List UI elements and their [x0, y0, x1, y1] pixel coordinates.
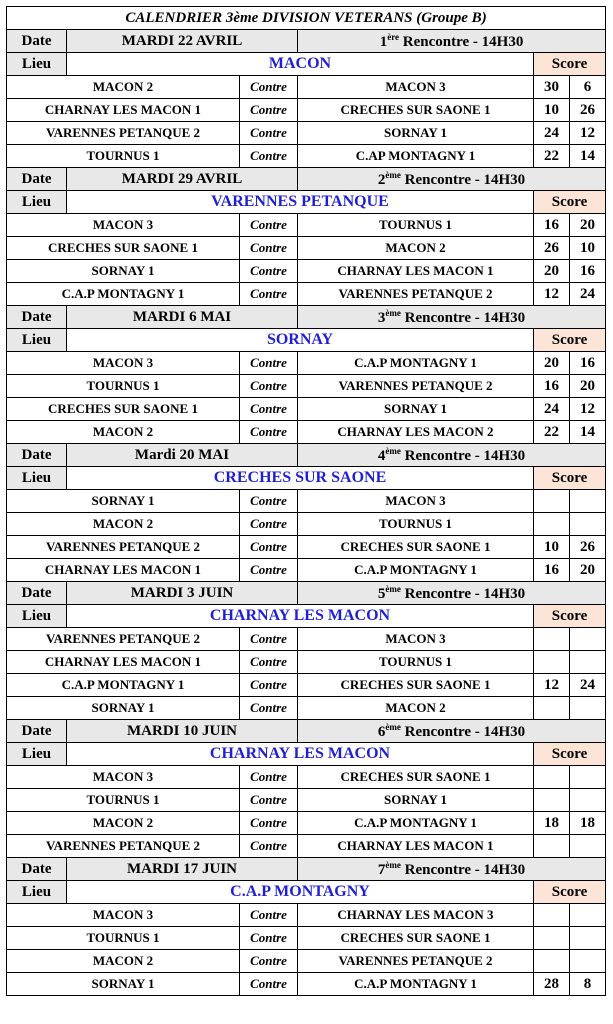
round-date: Mardi 20 MAI — [67, 444, 298, 467]
home-team: CHARNAY LES MACON 1 — [7, 651, 240, 674]
score-away: 14 — [570, 145, 606, 168]
score-header: Score — [534, 329, 606, 352]
round-time: Rencontre - 14H30 — [400, 447, 526, 464]
round-title — [298, 30, 606, 53]
page-title: CALENDRIER 3ème DIVISION VETERANS (Groupe B) — [7, 7, 606, 30]
away-team: MACON 3 — [298, 76, 534, 99]
match-row — [7, 651, 606, 674]
home-team: MACON 3 — [7, 214, 240, 237]
contre-label: Contre — [240, 536, 298, 559]
contre-label: Contre — [240, 927, 298, 950]
score-away — [570, 766, 606, 789]
score-home: 10 — [534, 536, 570, 559]
score-home: 30 — [534, 76, 570, 99]
score-away: 20 — [570, 375, 606, 398]
score-home — [534, 950, 570, 973]
score-away — [570, 927, 606, 950]
match-row — [7, 214, 606, 237]
score-away: 14 — [570, 421, 606, 444]
venue-name: VARENNES PETANQUE — [67, 191, 534, 214]
match-row — [7, 122, 606, 145]
away-team: VARENNES PETANQUE 2 — [298, 283, 534, 306]
contre-label: Contre — [240, 812, 298, 835]
home-team: MACON 2 — [7, 513, 240, 536]
contre-label: Contre — [240, 145, 298, 168]
away-team: MACON 2 — [298, 237, 534, 260]
score-home: 20 — [534, 260, 570, 283]
away-team: MACON 3 — [298, 490, 534, 513]
match-row — [7, 950, 606, 973]
round-time: Rencontre - 14H30 — [400, 309, 526, 326]
score-away: 8 — [570, 973, 606, 996]
match-row — [7, 490, 606, 513]
contre-label: Contre — [240, 421, 298, 444]
lieu-label: Lieu — [7, 467, 67, 490]
lieu-label: Lieu — [7, 329, 67, 352]
away-team: SORNAY 1 — [298, 789, 534, 812]
score-away: 10 — [570, 237, 606, 260]
score-home: 16 — [534, 214, 570, 237]
contre-label: Contre — [240, 375, 298, 398]
score-away: 12 — [570, 398, 606, 421]
score-header: Score — [534, 191, 606, 214]
round-ordinal: ème — [385, 721, 401, 732]
score-away: 24 — [570, 674, 606, 697]
date-label: Date — [7, 858, 67, 881]
away-team: CHARNAY LES MACON 1 — [298, 260, 534, 283]
round-date-row — [7, 444, 606, 467]
away-team: CHARNAY LES MACON 2 — [298, 421, 534, 444]
round-number: 3 — [377, 309, 386, 326]
score-home — [534, 835, 570, 858]
score-home: 16 — [534, 559, 570, 582]
round-date-row — [7, 720, 606, 743]
score-home — [534, 927, 570, 950]
score-away: 26 — [570, 99, 606, 122]
away-team: CRECHES SUR SAONE 1 — [298, 927, 534, 950]
match-row — [7, 559, 606, 582]
score-away — [570, 835, 606, 858]
score-away: 20 — [570, 214, 606, 237]
score-home: 24 — [534, 398, 570, 421]
away-team: C.A.P MONTAGNY 1 — [298, 559, 534, 582]
contre-label: Contre — [240, 99, 298, 122]
match-row — [7, 421, 606, 444]
match-row — [7, 835, 606, 858]
round-time: Rencontre - 14H30 — [400, 723, 526, 740]
date-label: Date — [7, 582, 67, 605]
match-row — [7, 398, 606, 421]
match-row — [7, 812, 606, 835]
match-row — [7, 145, 606, 168]
venue-name: CHARNAY LES MACON — [67, 605, 534, 628]
score-away — [570, 490, 606, 513]
score-header: Score — [534, 881, 606, 904]
contre-label: Contre — [240, 122, 298, 145]
score-home: 22 — [534, 145, 570, 168]
away-team: TOURNUS 1 — [298, 651, 534, 674]
round-venue-row — [7, 605, 606, 628]
score-home: 24 — [534, 122, 570, 145]
home-team: SORNAY 1 — [7, 490, 240, 513]
score-home: 26 — [534, 237, 570, 260]
contre-label: Contre — [240, 697, 298, 720]
home-team: CHARNAY LES MACON 1 — [7, 559, 240, 582]
round-date: MARDI 10 JUIN — [67, 720, 298, 743]
away-team: CHARNAY LES MACON 1 — [298, 835, 534, 858]
away-team: SORNAY 1 — [298, 122, 534, 145]
away-team: MACON 3 — [298, 628, 534, 651]
score-away — [570, 904, 606, 927]
home-team: MACON 3 — [7, 352, 240, 375]
round-time: Rencontre - 14H30 — [400, 585, 526, 602]
match-row — [7, 973, 606, 996]
round-number: 5 — [377, 585, 386, 602]
score-away — [570, 628, 606, 651]
contre-label: Contre — [240, 950, 298, 973]
home-team: MACON 3 — [7, 904, 240, 927]
round-venue-row — [7, 467, 606, 490]
round-number: 1 — [379, 33, 388, 50]
match-row — [7, 536, 606, 559]
round-date-row — [7, 582, 606, 605]
contre-label: Contre — [240, 628, 298, 651]
round-date: MARDI 29 AVRIL — [67, 168, 298, 191]
venue-name: SORNAY — [67, 329, 534, 352]
venue-name: CHARNAY LES MACON — [67, 743, 534, 766]
home-team: VARENNES PETANQUE 2 — [7, 835, 240, 858]
home-team: SORNAY 1 — [7, 260, 240, 283]
round-ordinal: ème — [385, 445, 401, 456]
score-away: 16 — [570, 352, 606, 375]
score-home: 20 — [534, 352, 570, 375]
away-team: SORNAY 1 — [298, 398, 534, 421]
home-team: TOURNUS 1 — [7, 375, 240, 398]
match-row — [7, 789, 606, 812]
round-date-row — [7, 168, 606, 191]
lieu-label: Lieu — [7, 191, 67, 214]
date-label: Date — [7, 720, 67, 743]
score-away: 20 — [570, 559, 606, 582]
score-away: 16 — [570, 260, 606, 283]
score-away — [570, 950, 606, 973]
score-home — [534, 513, 570, 536]
away-team: CRECHES SUR SAONE 1 — [298, 674, 534, 697]
away-team: C.A.P MONTAGNY 1 — [298, 352, 534, 375]
round-number: 7 — [377, 861, 386, 878]
contre-label: Contre — [240, 283, 298, 306]
round-number: 4 — [377, 447, 386, 464]
score-header: Score — [534, 467, 606, 490]
round-venue-row — [7, 191, 606, 214]
contre-label: Contre — [240, 904, 298, 927]
home-team: MACON 2 — [7, 421, 240, 444]
date-label: Date — [7, 168, 67, 191]
venue-name: MACON — [67, 53, 534, 76]
contre-label: Contre — [240, 352, 298, 375]
round-title — [298, 444, 606, 467]
venue-name: C.A.P MONTAGNY — [67, 881, 534, 904]
home-team: CRECHES SUR SAONE 1 — [7, 398, 240, 421]
contre-label: Contre — [240, 513, 298, 536]
score-header: Score — [534, 743, 606, 766]
away-team: CRECHES SUR SAONE 1 — [298, 99, 534, 122]
score-header: Score — [534, 53, 606, 76]
round-ordinal: ème — [385, 583, 401, 594]
score-home: 28 — [534, 973, 570, 996]
match-row — [7, 513, 606, 536]
round-date-row — [7, 30, 606, 53]
score-home — [534, 651, 570, 674]
away-team: CRECHES SUR SAONE 1 — [298, 766, 534, 789]
score-home — [534, 697, 570, 720]
schedule-table — [6, 6, 606, 996]
score-home: 22 — [534, 421, 570, 444]
score-away: 18 — [570, 812, 606, 835]
title-row — [7, 7, 606, 30]
round-title — [298, 168, 606, 191]
match-row — [7, 927, 606, 950]
away-team: CHARNAY LES MACON 3 — [298, 904, 534, 927]
lieu-label: Lieu — [7, 53, 67, 76]
round-venue-row — [7, 53, 606, 76]
round-title — [298, 582, 606, 605]
home-team: MACON 2 — [7, 812, 240, 835]
away-team: C.A.P MONTAGNY 1 — [298, 973, 534, 996]
score-home: 12 — [534, 674, 570, 697]
round-time: Rencontre - 14H30 — [400, 861, 526, 878]
away-team: MACON 2 — [298, 697, 534, 720]
score-away — [570, 789, 606, 812]
round-date: MARDI 6 MAI — [67, 306, 298, 329]
contre-label: Contre — [240, 559, 298, 582]
date-label: Date — [7, 306, 67, 329]
round-ordinal: ème — [385, 169, 401, 180]
contre-label: Contre — [240, 674, 298, 697]
match-row — [7, 76, 606, 99]
round-number: 6 — [377, 723, 386, 740]
contre-label: Contre — [240, 260, 298, 283]
date-label: Date — [7, 30, 67, 53]
round-title — [298, 306, 606, 329]
home-team: SORNAY 1 — [7, 697, 240, 720]
contre-label: Contre — [240, 766, 298, 789]
score-home — [534, 904, 570, 927]
round-date: MARDI 3 JUIN — [67, 582, 298, 605]
score-home — [534, 628, 570, 651]
away-team: VARENNES PETANQUE 2 — [298, 950, 534, 973]
score-away — [570, 651, 606, 674]
score-home — [534, 789, 570, 812]
score-home: 16 — [534, 375, 570, 398]
score-away: 6 — [570, 76, 606, 99]
round-venue-row — [7, 329, 606, 352]
home-team: VARENNES PETANQUE 2 — [7, 628, 240, 651]
away-team: VARENNES PETANQUE 2 — [298, 375, 534, 398]
round-venue-row — [7, 881, 606, 904]
lieu-label: Lieu — [7, 743, 67, 766]
score-away: 24 — [570, 283, 606, 306]
match-row — [7, 766, 606, 789]
home-team: TOURNUS 1 — [7, 927, 240, 950]
contre-label: Contre — [240, 76, 298, 99]
lieu-label: Lieu — [7, 881, 67, 904]
score-home — [534, 490, 570, 513]
contre-label: Contre — [240, 237, 298, 260]
home-team: MACON 2 — [7, 76, 240, 99]
away-team: TOURNUS 1 — [298, 214, 534, 237]
match-row — [7, 375, 606, 398]
contre-label: Contre — [240, 973, 298, 996]
home-team: CRECHES SUR SAONE 1 — [7, 237, 240, 260]
score-header: Score — [534, 605, 606, 628]
contre-label: Contre — [240, 789, 298, 812]
round-date-row — [7, 306, 606, 329]
match-row — [7, 904, 606, 927]
match-row — [7, 352, 606, 375]
home-team: TOURNUS 1 — [7, 789, 240, 812]
home-team: VARENNES PETANQUE 2 — [7, 122, 240, 145]
round-ordinal: ème — [385, 859, 401, 870]
score-away — [570, 513, 606, 536]
score-away: 26 — [570, 536, 606, 559]
away-team: TOURNUS 1 — [298, 513, 534, 536]
round-date-row — [7, 858, 606, 881]
score-home: 18 — [534, 812, 570, 835]
home-team: CHARNAY LES MACON 1 — [7, 99, 240, 122]
match-row — [7, 628, 606, 651]
home-team: TOURNUS 1 — [7, 145, 240, 168]
match-row — [7, 697, 606, 720]
round-date: MARDI 17 JUIN — [67, 858, 298, 881]
away-team: C.AP MONTAGNY 1 — [298, 145, 534, 168]
match-row — [7, 283, 606, 306]
round-ordinal: ème — [385, 307, 401, 318]
round-time: Rencontre - 14H30 — [399, 33, 524, 50]
contre-label: Contre — [240, 490, 298, 513]
round-date: MARDI 22 AVRIL — [67, 30, 298, 53]
home-team: C.A.P MONTAGNY 1 — [7, 674, 240, 697]
score-home: 10 — [534, 99, 570, 122]
score-away: 12 — [570, 122, 606, 145]
home-team: C.A.P MONTAGNY 1 — [7, 283, 240, 306]
contre-label: Contre — [240, 835, 298, 858]
away-team: CRECHES SUR SAONE 1 — [298, 536, 534, 559]
round-title — [298, 858, 606, 881]
score-away — [570, 697, 606, 720]
home-team: MACON 2 — [7, 950, 240, 973]
match-row — [7, 237, 606, 260]
match-row — [7, 260, 606, 283]
round-number: 2 — [377, 171, 386, 188]
contre-label: Contre — [240, 651, 298, 674]
home-team: MACON 3 — [7, 766, 240, 789]
venue-name: CRECHES SUR SAONE — [67, 467, 534, 490]
round-title — [298, 720, 606, 743]
contre-label: Contre — [240, 398, 298, 421]
contre-label: Contre — [240, 214, 298, 237]
round-venue-row — [7, 743, 606, 766]
match-row — [7, 674, 606, 697]
score-home — [534, 766, 570, 789]
date-label: Date — [7, 444, 67, 467]
lieu-label: Lieu — [7, 605, 67, 628]
round-ordinal: ère — [387, 31, 400, 42]
score-home: 12 — [534, 283, 570, 306]
away-team: C.A.P MONTAGNY 1 — [298, 812, 534, 835]
match-row — [7, 99, 606, 122]
home-team: SORNAY 1 — [7, 973, 240, 996]
home-team: VARENNES PETANQUE 2 — [7, 536, 240, 559]
round-time: Rencontre - 14H30 — [400, 171, 526, 188]
